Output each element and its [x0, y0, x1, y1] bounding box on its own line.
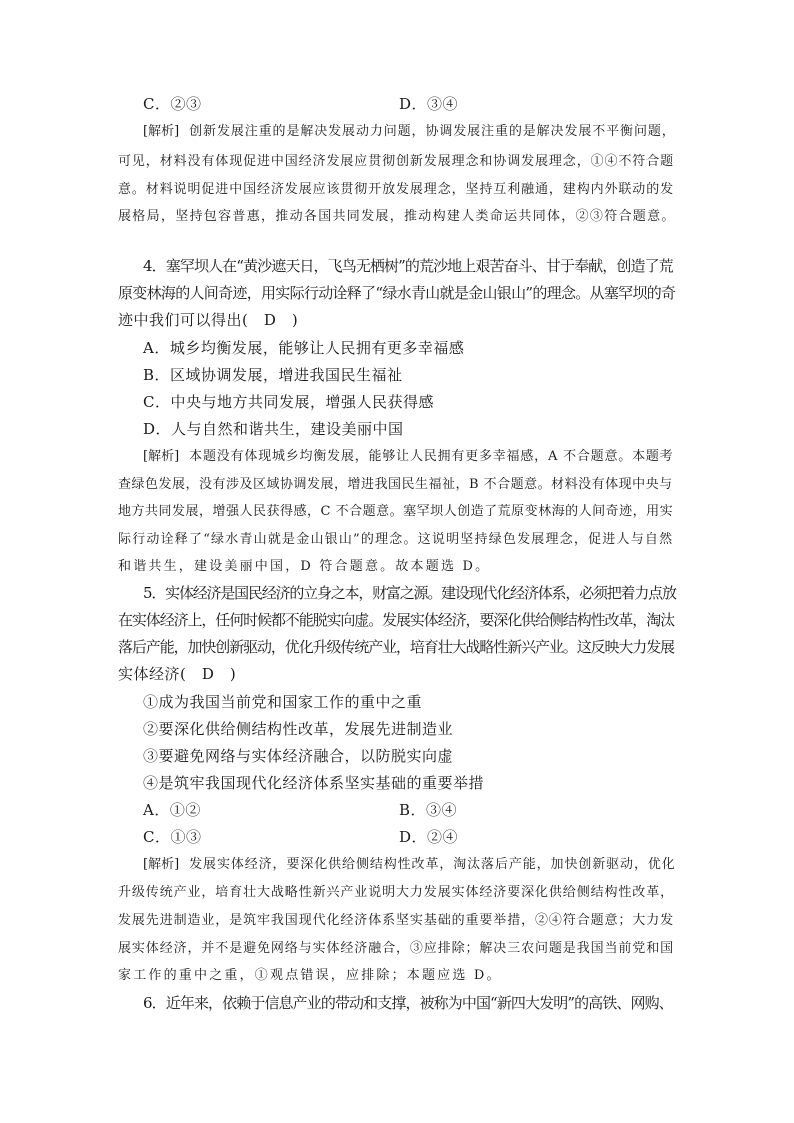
q5-explanation-line-5: 家工作的重中之重，①观点错误，应排除；本题应选 D。 [118, 968, 502, 983]
q3-options-row [143, 97, 663, 112]
q4-option-d: D．人与自然和谐共生，建设美丽中国 [143, 420, 404, 438]
q3-option-d: D．③④ [399, 95, 459, 113]
q4-explanation-line-3: 地方共同发展，增强人民获得感，C 不合题意。塞罕坝人创造了荒原变林海的人间奇迹，用实 [118, 504, 674, 519]
q5-option-d: D．②④ [399, 828, 459, 846]
q5-option-a: A．①② [143, 801, 201, 819]
q5-explanation-line-1: [解析] 发展实体经济，要深化供给侧结构性改革，淘汰落后产能，加快创新驱动，优化 [143, 857, 676, 872]
q4-explanation-tag: [解析] [143, 449, 180, 464]
q5-options-row-1 [143, 803, 663, 818]
q4-stem-line-1: 4．塞罕坝人在“黄沙遮天日，飞鸟无栖树”的荒沙地上艰苦奋斗、甘于奉献，创造了荒 [143, 257, 673, 275]
q5-explanation-line-3: 发展先进制造业，是筑牢我国现代化经济体系坚实基础的重要举措，②④符合题意；大力发 [118, 913, 675, 928]
q5-option-c: C．①③ [143, 828, 202, 846]
q6-stem-line-1: 6．近年来，依赖于信息产业的带动和支撑，被称为中国“新四大发明”的高铁、网购、 [143, 994, 673, 1012]
q5-stem-line-4: 实体经济( D ) [118, 665, 237, 683]
q4-explanation-line-2: 查绿色发展，没有涉及区域协调发展，增进我国民生福祉，B 不合题意。材料没有体现中央与 [118, 477, 673, 492]
q4-stem-line-2: 原变林海的人间奇迹，用实际行动诠释了“绿水青山就是金山银山”的理念。从塞罕坝的奇 [118, 284, 676, 302]
q5-statement-2: ②要深化供给侧结构性改革，发展先进制造业 [143, 720, 454, 738]
q5-explanation-tag: [解析] [143, 857, 180, 872]
q5-stem-line-2: 在实体经济上，任何时候都不能脱实向虚。发展实体经济，要深化供给侧结构性改革，淘汰 [118, 611, 675, 629]
q3-explanation-line-2: 可见，材料没有体现促进中国经济发展应贯彻创新发展理念和协调发展理念，①④不符合题 [118, 154, 675, 169]
q3-explanation-tag: [解析] [143, 124, 180, 139]
q4-option-c: C．中央与地方共同发展，增强人民获得感 [143, 393, 434, 411]
q5-explanation-line-4: 展实体经济，并不是避免网络与实体经济融合，③应排除；解决三农问题是我国当前党和国 [118, 941, 675, 956]
q5-stem-line-3: 落后产能，加快创新驱动，优化升级传统产业，培育壮大战略性新兴产业。这反映大力发展 [118, 638, 675, 656]
q4-explanation-line-1: [解析] 本题没有体现城乡均衡发展，能够让人民拥有更多幸福感，A 不合题意。本题考 [143, 449, 674, 464]
q3-explanation-line-3: 意。材料说明促进中国经济发展应该贯彻开放发展理念，坚持互利融通，建构内外联动的发 [118, 182, 675, 197]
q5-stem-line-1: 5．实体经济是国民经济的立身之本，财富之源。建设现代化经济体系，必须把着力点放 [143, 584, 676, 602]
q4-explanation-line-5: 和谐共生，建设美丽中国，D 符合题意。故本题选 D。 [118, 559, 491, 574]
q5-option-b: B．③④ [399, 801, 458, 819]
q5-statement-3: ③要避免网络与实体经济融合，以防脱实向虚 [143, 747, 454, 765]
q5-explanation-line-2: 升级传统产业，培育壮大战略性新兴产业说明大力发展实体经济要深化供给侧结构性改革， [118, 885, 675, 900]
q3-option-c: C．②③ [143, 95, 202, 113]
q3-explanation-line-4: 展格局，坚持包容普惠，推动各国共同发展，推动构建人类命运共同体，②③符合题意。 [118, 209, 676, 224]
q4-explanation-line-4: 际行动诠释了“绿水青山就是金山银山”的理念。这说明坚持绿色发展理念，促进人与自然 [118, 532, 674, 547]
q3-explanation-line-1: [解析] 创新发展注重的是解决发展动力问题，协调发展注重的是解决发展不平衡问题， [143, 124, 676, 139]
q4-stem-line-3: 迹中我们可以得出( D ) [118, 311, 299, 329]
q4-option-b: B．区域协调发展，增进我国民生福祉 [143, 366, 403, 384]
q5-options-row-2 [143, 830, 663, 845]
q5-statement-4: ④是筑牢我国现代化经济体系坚实基础的重要举措 [143, 774, 485, 792]
q5-statement-1: ①成为我国当前党和国家工作的重中之重 [143, 693, 423, 711]
q4-option-a: A．城乡均衡发展，能够让人民拥有更多幸福感 [143, 339, 465, 357]
